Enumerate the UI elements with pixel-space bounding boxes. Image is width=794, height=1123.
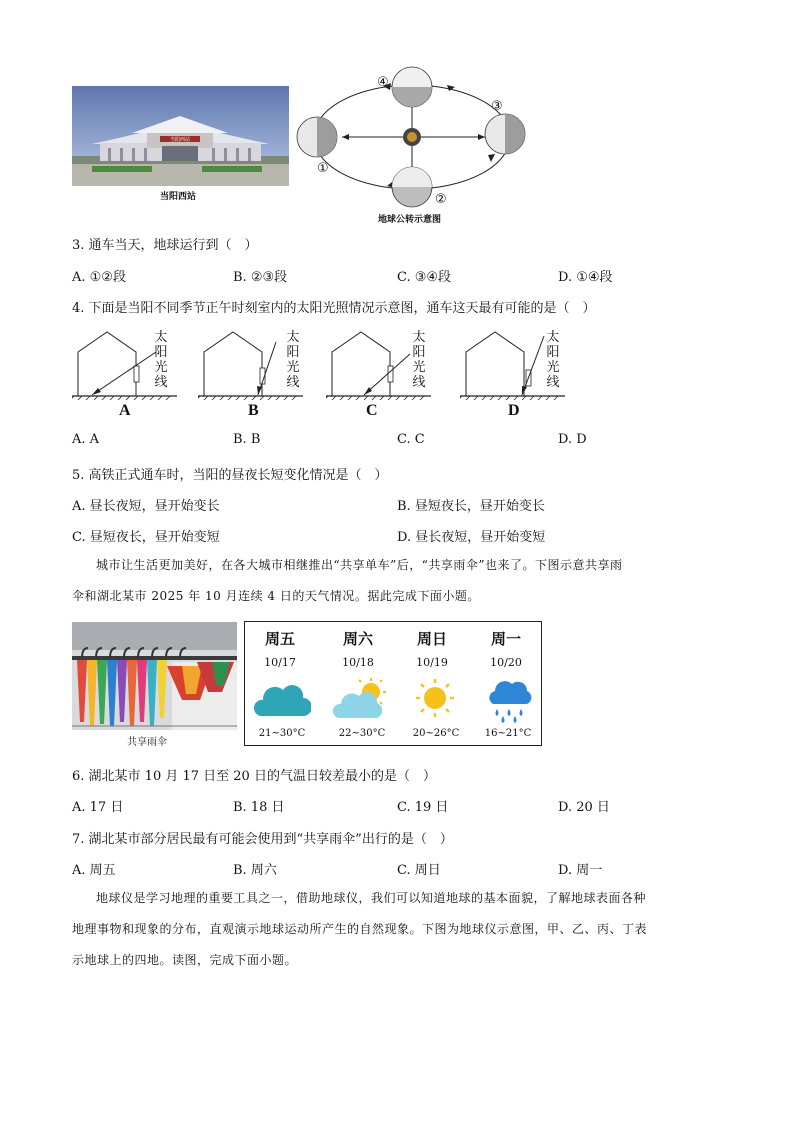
- q6-option-d[interactable]: D. 20 日: [558, 800, 610, 815]
- weather-panel: [244, 621, 542, 746]
- q6-option-c[interactable]: C. 19 日: [397, 800, 449, 815]
- q5-option-c[interactable]: C. 昼短夜长，昼开始变短: [72, 530, 220, 545]
- weather-day-sun: 周日: [416, 630, 447, 648]
- earth-bottom: [392, 167, 432, 207]
- q6-option-a[interactable]: A. 17 日: [72, 800, 124, 815]
- weather-day-fri: 周五: [264, 630, 295, 648]
- sun-icon: [415, 678, 455, 722]
- q3-stem: 3. 通车当天，地球运行到（ ）: [72, 238, 258, 253]
- q6-option-b[interactable]: B. 18 日: [233, 800, 285, 815]
- q3-option-c[interactable]: C. ③④段: [397, 270, 452, 285]
- earth-left: [297, 117, 337, 157]
- q3-option-d[interactable]: D. ①④段: [558, 270, 613, 285]
- q4-option-d[interactable]: D. D: [558, 432, 587, 447]
- q3-option-a[interactable]: A. ①②段: [72, 270, 126, 285]
- intro-umbrella-line-2: 伞和湖北某市 2025 年 10 月连续 4 日的天气情况。据此完成下面小题。: [72, 589, 480, 603]
- sunlight-label-d: 太阳光线: [546, 330, 560, 390]
- umbrella-caption: 共享雨伞: [127, 737, 167, 748]
- weather-date-sun: 10/19: [416, 656, 448, 669]
- sunlight-label-c: 太阳光线: [412, 330, 426, 390]
- q6-stem: 6. 湖北某市 10 月 17 日至 20 日的气温日较差最小的是（ ）: [72, 769, 436, 784]
- q3-option-b[interactable]: B. ②③段: [233, 270, 288, 285]
- orbit-label-4: ④: [377, 75, 389, 90]
- house-letter-b: B: [248, 402, 259, 419]
- house-letter-a: A: [119, 402, 131, 419]
- weather-date-sat: 10/18: [342, 656, 374, 669]
- house-letter-c: C: [366, 402, 378, 419]
- q4-option-a[interactable]: A. A: [72, 432, 100, 447]
- intro-globe-line-2: 地理事物和现象的分布，直观演示地球运动所产生的自然现象。下图为地球仪示意图，甲、乙、丙、丁表: [72, 922, 648, 936]
- q5-option-b[interactable]: B. 昼短夜长，昼开始变长: [397, 499, 545, 514]
- sunlight-label-a: 太阳光线: [154, 330, 168, 390]
- station-sign: 当阳西站: [169, 137, 191, 143]
- weather-day-mon: 周一: [490, 630, 521, 648]
- umbrella-photo: [72, 622, 237, 730]
- q7-option-c[interactable]: C. 周日: [397, 863, 441, 878]
- weather-temp-mon: 16~21°C: [484, 728, 532, 739]
- rain-icon: [487, 678, 533, 728]
- q7-stem: 7. 湖北某市部分居民最有可能会使用到“共享雨伞”出行的是（ ）: [72, 832, 453, 847]
- weather-date-fri: 10/17: [264, 656, 296, 669]
- weather-temp-sat: 22~30°C: [338, 728, 386, 739]
- q5-stem: 5. 高铁正式通车时，当阳的昼夜长短变化情况是（ ）: [72, 468, 388, 483]
- intro-globe-line-1: 地球仪是学习地理的重要工具之一，借助地球仪，我们可以知道地球的基本面貌，了解地球表面各种: [96, 891, 647, 905]
- q7-option-b[interactable]: B. 周六: [233, 863, 277, 878]
- earth-top: [392, 67, 432, 107]
- partly-sunny-icon: [333, 678, 389, 724]
- weather-temp-fri: 21~30°C: [258, 728, 306, 739]
- sunlight-label-b: 太阳光线: [286, 330, 300, 390]
- intro-umbrella-line-1: 城市让生活更加美好，在各大城市相继推出“共享单车”后，“共享雨伞”也来了。下图示意共享雨: [96, 558, 623, 572]
- earth-right: [485, 114, 525, 154]
- orbit-label-1: ①: [317, 161, 329, 176]
- orbit-caption: 地球公转示意图: [378, 215, 442, 225]
- q4-option-c[interactable]: C. C: [397, 432, 425, 447]
- weather-day-sat: 周六: [342, 630, 373, 648]
- orbit-label-3: ③: [491, 99, 503, 114]
- station-photo: [72, 86, 289, 186]
- intro-globe-line-3: 示地球上的四地。读图，完成下面小题。: [72, 953, 298, 967]
- q5-option-a[interactable]: A. 昼长夜短，昼开始变长: [72, 499, 220, 514]
- house-letter-d: D: [508, 402, 520, 419]
- station-caption: 当阳西站: [160, 192, 197, 202]
- orbit-label-2: ②: [435, 192, 447, 207]
- orbit-diagram: [295, 62, 535, 210]
- cloud-icon: [253, 680, 311, 724]
- weather-date-mon: 10/20: [490, 656, 522, 669]
- q4-option-b[interactable]: B. B: [233, 432, 261, 447]
- q4-stem: 4. 下面是当阳不同季节正午时刻室内的太阳光照情况示意图，通车这天最有可能的是（ ）: [72, 301, 596, 316]
- q5-option-d[interactable]: D. 昼长夜短，昼开始变短: [397, 530, 546, 545]
- q7-option-d[interactable]: D. 周一: [558, 863, 603, 878]
- q7-option-a[interactable]: A. 周五: [72, 863, 116, 878]
- weather-temp-sun: 20~26°C: [412, 728, 460, 739]
